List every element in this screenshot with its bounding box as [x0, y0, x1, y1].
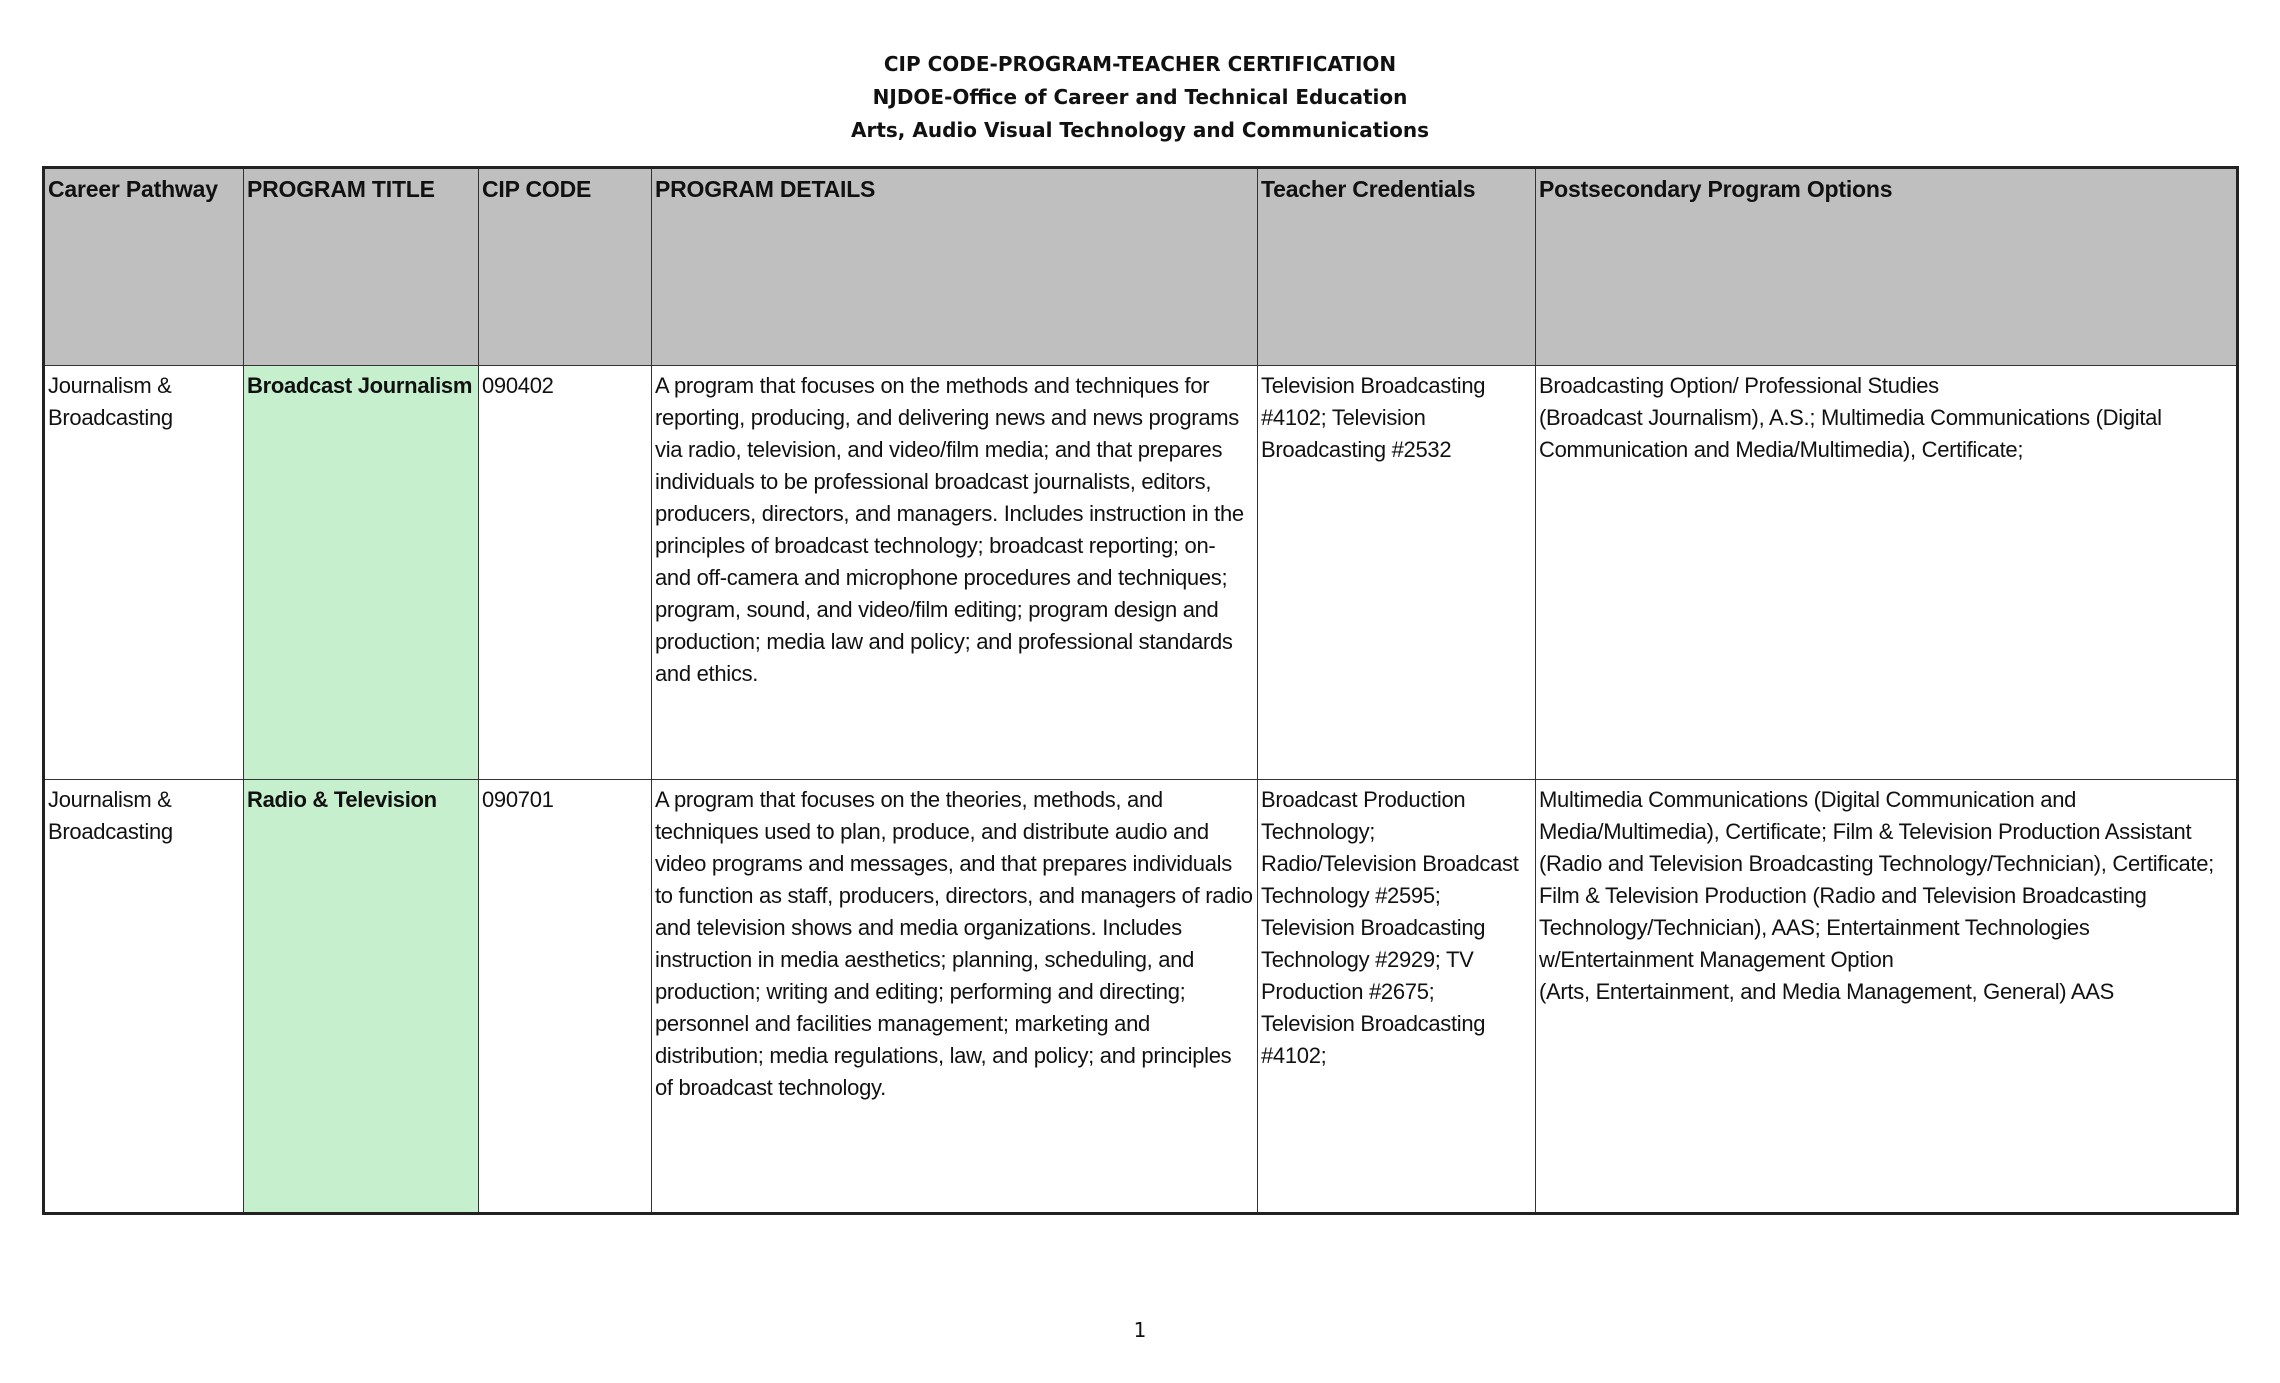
column-header-teacher-credentials: Teacher Credentials	[1258, 168, 1536, 366]
program-title-text: Broadcast Journalism	[247, 373, 473, 398]
column-header-program-title: PROGRAM TITLE	[244, 168, 479, 366]
page-number: 1	[1133, 1318, 1147, 1342]
cip-code-cell	[479, 780, 652, 1214]
career-pathway-cell	[44, 366, 244, 780]
cip-code-text: 090402	[482, 373, 554, 398]
program-details-text: A program that focuses on the methods and techniques for reporting, producing, and delivering news and news programs via radio, television, and video/film media; and that prepares individuals to be professional broadcast journalists, editors, producers, directors, and managers. Includes instruction in the principles of broadcast technology; broadcast reporting; on- and off-camera and microphone procedures and techniques; program, sound, and video/film editing; program design and production; media law and policy; and professional standards and ethics.	[655, 373, 1244, 686]
cip-code-text: 090701	[482, 787, 554, 812]
teacher-credentials-text: Television Broadcasting #4102; Television Broadcasting #2532	[1261, 373, 1486, 462]
column-header-career-pathway: Career Pathway	[44, 168, 244, 366]
postsecondary-options-line1: Broadcasting Option/ Professional Studies	[1539, 373, 1939, 398]
teacher-credentials-text: Broadcast Production Technology; Radio/Television Broadcast Technology #2595; Television Broadcasting Technology #2929; TV Production #2675; Television Broadcasting #4102;	[1261, 787, 1519, 1068]
column-header-cip-code: CIP CODE	[479, 168, 652, 366]
program-table	[42, 166, 2239, 1215]
table-header-row	[44, 168, 2238, 366]
postsecondary-options-cell	[1536, 366, 2238, 780]
program-title-cell	[244, 366, 479, 780]
postsecondary-options-cell	[1536, 780, 2238, 1214]
program-title-text: Radio & Television	[247, 787, 437, 812]
column-header-program-details: PROGRAM DETAILS	[652, 168, 1258, 366]
career-pathway-cell	[44, 780, 244, 1214]
header-title: CIP CODE-PROGRAM-TEACHER CERTIFICATION	[883, 52, 1397, 76]
header-office: NJDOE-Office of Career and Technical Education	[872, 85, 1408, 109]
document-header	[0, 48, 2280, 147]
program-details-text: A program that focuses on the theories, methods, and techniques used to plan, produce, and distribute audio and video programs and messages, and that prepares individuals to function as staff, producers, directors, and managers of radio and television shows and media organizations. Includes instruction in media aesthetics; planning, scheduling, and production; writing and editing; performing and directing; personnel and facilities management; marketing and distribution; media regulations, law, and policy; and principles of broadcast technology.	[655, 787, 1253, 1100]
teacher-credentials-cell	[1258, 780, 1536, 1214]
postsecondary-options-line2: (Arts, Entertainment, and Media Management, General) AAS	[1539, 979, 2115, 1004]
program-details-cell	[652, 366, 1258, 780]
postsecondary-options-line1: Multimedia Communications (Digital Communication and Media/Multimedia), Certificate; Film & Television Production Assistant (Radio and Television Broadcasting Technology/Technician), Certificate; Film & Television Production (Radio and Television Broadcasting Technology/Technician), AAS; Entertainment Technologies w/Entertainment Management Option	[1539, 787, 2214, 972]
program-details-cell	[652, 780, 1258, 1214]
career-pathway-text: Journalism & Broadcasting	[48, 373, 173, 430]
table-row	[44, 366, 2238, 780]
career-pathway-text: Journalism & Broadcasting	[48, 787, 173, 844]
table-row	[44, 780, 2238, 1214]
header-cluster: Arts, Audio Visual Technology and Communications	[850, 118, 1430, 142]
teacher-credentials-cell	[1258, 366, 1536, 780]
cip-code-cell	[479, 366, 652, 780]
postsecondary-options-line2: (Broadcast Journalism), A.S.; Multimedia Communications (Digital Communication and Media/Multimedia), Certificate;	[1539, 405, 2162, 462]
column-header-postsecondary-options: Postsecondary Program Options	[1536, 168, 2238, 366]
program-title-cell	[244, 780, 479, 1214]
